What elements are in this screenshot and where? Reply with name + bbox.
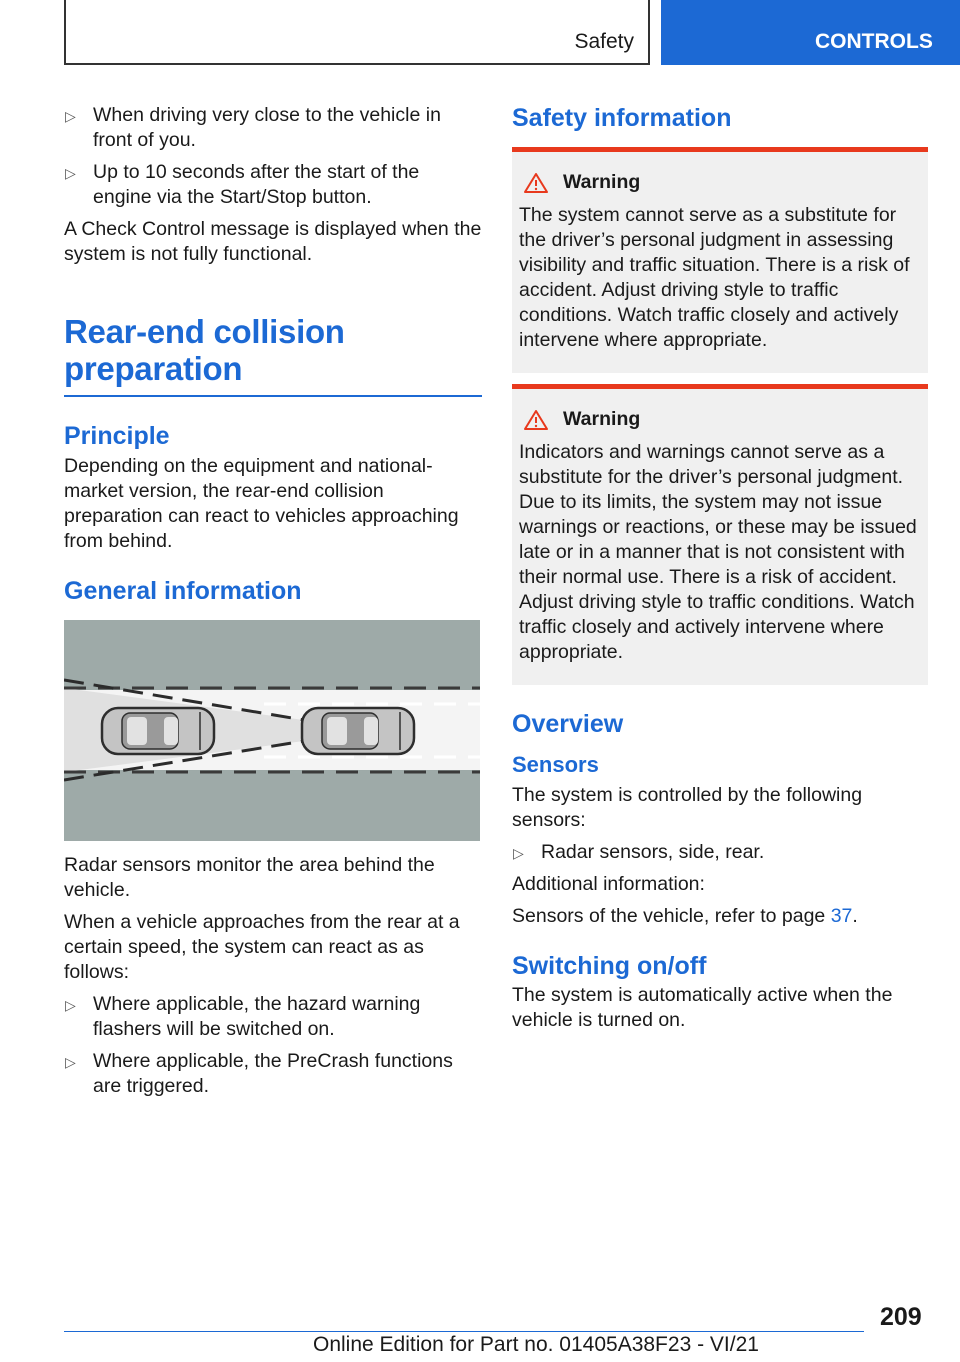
triangle-right-icon: ▷ [65, 165, 76, 181]
check-control-text: A Check Control message is displayed when the system is not fully functional. [64, 218, 482, 265]
reference-text: Sensors of the vehicle, refer to page [512, 905, 831, 927]
warning-title: Warning [563, 408, 641, 430]
warning-box [512, 147, 928, 373]
list-item [64, 992, 482, 1042]
sensors-text: The system is controlled by the following sensors: [512, 784, 863, 831]
main-heading: Rear-end collision preparation [64, 313, 345, 387]
triangle-right-icon: ▷ [65, 1054, 76, 1070]
triangle-right-icon: ▷ [65, 997, 76, 1013]
warning-triangle-icon [523, 172, 549, 194]
approach-text: When a vehicle approaches from the rear at a certain speed, the system can react as as follows: [64, 911, 460, 983]
warning-text: The system cannot serve as a substitute for the driver’s personal judgment in assessing visibility and traffic situation. There is a risk of accident. Adjust driving style to traffic conditions. Watch traffic closely and actively intervene where appropriate. [519, 204, 910, 351]
list-item-text: When driving very close to the vehicle in front of you. [93, 104, 441, 151]
list-item-text: Up to 10 seconds after the start of the engine via the Start/Stop button. [93, 161, 420, 208]
page-number: 209 [880, 1303, 922, 1331]
sensors-reference [512, 904, 928, 929]
footer-divider [64, 1331, 864, 1332]
warning-title: Warning [563, 171, 641, 193]
triangle-right-icon: ▷ [65, 108, 76, 124]
rear-radar-illustration [64, 620, 480, 841]
right-column [512, 103, 928, 1033]
overview-heading: Overview [512, 710, 624, 738]
list-item-text: Where applicable, the PreCrash functions are triggered. [93, 1050, 453, 1097]
list-item [512, 840, 928, 865]
left-column [64, 103, 482, 1106]
switching-heading: Switching on/off [512, 952, 707, 980]
list-item-text: Radar sensors, side, rear. [541, 841, 765, 863]
footer-edition: Online Edition for Part no. 01405A38F23 - VI/21 [313, 1333, 759, 1356]
header-section-box [64, 0, 650, 65]
radar-text: Radar sensors monitor the area behind the vehicle. [64, 854, 435, 901]
additional-info-text: Additional information: [512, 873, 705, 895]
list-item [64, 160, 482, 210]
list-item [64, 103, 482, 153]
header-chapter-tab[interactable] [661, 0, 960, 65]
general-heading: General information [64, 577, 302, 605]
triangle-right-icon: ▷ [513, 845, 524, 861]
header-section-title: Safety [574, 30, 634, 53]
safety-heading: Safety information [512, 104, 732, 132]
principle-text: Depending on the equipment and national-market version, the rear-end collision preparation can react to vehicles approaching from behind. [64, 455, 459, 552]
warning-text: Indicators and warnings cannot serve as a substitute for the driver’s personal judgment. Due to its limits, the system may not issue warnings or reactions, or these may be issued late or in a manner that is not consistent with their normal use. There is a risk of accident. Adjust driving style to traffic conditions. Watch traffic closely and actively intervene where appropriate. [519, 441, 917, 663]
header-chapter-label: CONTROLS [815, 30, 933, 53]
sensors-heading: Sensors [512, 752, 599, 777]
list-item [64, 1049, 482, 1099]
list-item-text: Where applicable, the hazard warning flashers will be switched on. [93, 993, 421, 1040]
page-link[interactable]: 37 [830, 905, 853, 927]
principle-heading: Principle [64, 422, 170, 450]
reference-suffix: . [852, 905, 858, 927]
warning-box [512, 384, 928, 685]
warning-triangle-icon [523, 409, 549, 431]
switching-text: The system is automatically active when the vehicle is turned on. [512, 984, 893, 1031]
